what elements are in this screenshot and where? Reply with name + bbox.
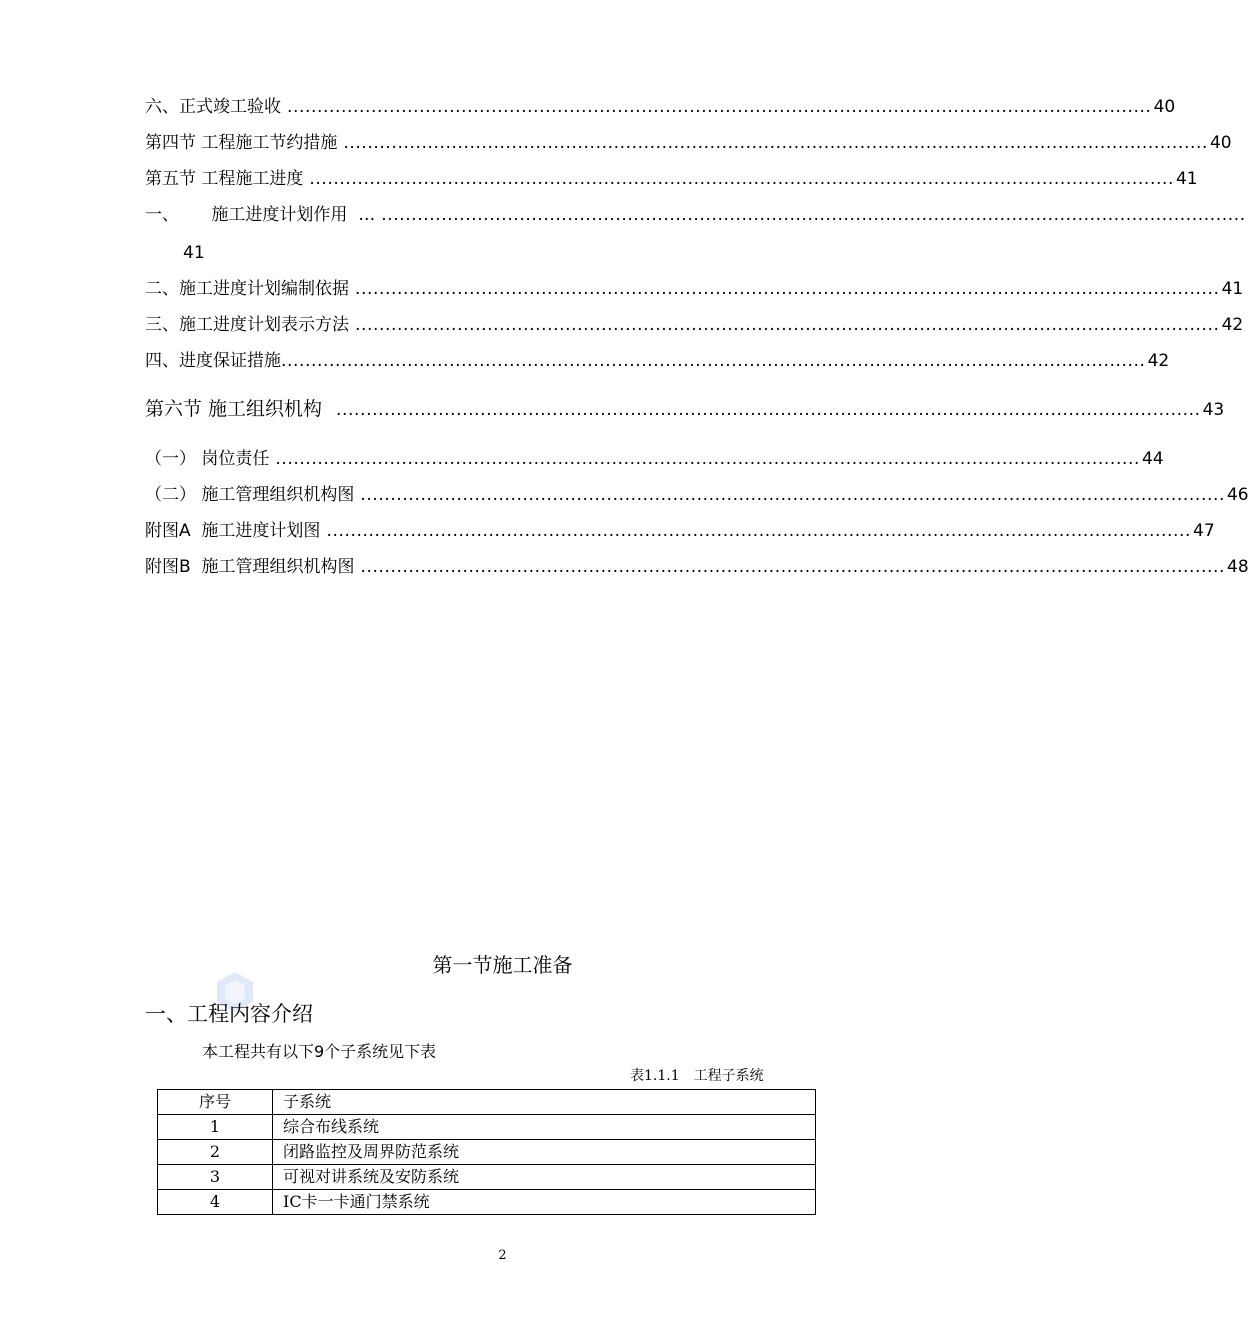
table-caption-number: 表1.1.1	[630, 1068, 680, 1084]
toc-entry: 附图A 施工进度计划图 ................................................................................................................................................ 47	[145, 521, 1215, 541]
toc-entry: 第五节 工程施工进度 ................................................................................................................................................ 41	[145, 169, 1198, 189]
toc-entry: 附图B 施工管理组织机构图 ................................................................................................................................................ 48	[145, 557, 1249, 577]
table-cell-subsystem-name: 卡一卡通门禁系统	[301, 1192, 430, 1211]
table-row	[158, 1165, 816, 1190]
table-cell-subsystem: 综合布线系统	[273, 1115, 816, 1140]
table-cell-subsystem-prefix: IC	[283, 1192, 302, 1211]
subsystem-table	[157, 1089, 816, 1215]
toc-leader: ................................................................................................................................................	[281, 351, 1146, 371]
subsection-heading: 一、工程内容介绍	[145, 1002, 313, 1026]
toc-leader: ................................................................................................................................................	[336, 400, 1201, 420]
table-cell-subsystem: 闭路监控及周界防范系统	[273, 1140, 816, 1165]
toc-leader: ................................................................................................................................................	[360, 485, 1225, 505]
table-cell-subsystem: 可视对讲系统及安防系统	[273, 1165, 816, 1190]
toc-entry: 三、施工进度计划表示方法 ................................................................................................................................................ 42	[145, 315, 1244, 335]
toc-leader: ................................................................................................................................................	[275, 449, 1140, 469]
toc-leader: ................................................................................................................................................	[309, 169, 1174, 189]
toc-entry: （一） 岗位责任 ................................................................................................................................................ 44	[145, 449, 1164, 469]
toc-leader: ................................................................................................................................................	[355, 315, 1220, 335]
page-number: 2	[498, 1248, 507, 1263]
toc-entry: （二） 施工管理组织机构图 ................................................................................................................................................ 46	[145, 485, 1249, 505]
toc-entry: 第六节 施工组织机构 ................................................................................................................................................ 43	[145, 398, 1225, 420]
table-row	[158, 1190, 816, 1215]
table-header-no: 序号	[158, 1090, 273, 1115]
table-cell-subsystem	[273, 1190, 816, 1215]
toc-entry-page-wrapped: 41	[183, 243, 205, 263]
table-row	[158, 1115, 816, 1140]
toc-leader: ................................................................................................................................................	[326, 521, 1191, 541]
toc-leader: ................................................................................................................................................	[381, 205, 1246, 225]
section-title: 第一节施工准备	[432, 953, 573, 977]
toc-entry: 六、正式竣工验收 ................................................................................................................................................ 40	[145, 97, 1176, 117]
toc-entry: 二、施工进度计划编制依据 ................................................................................................................................................ 41	[145, 279, 1244, 299]
table-header-subsystem: 子系统	[273, 1090, 816, 1115]
table-caption	[630, 1066, 764, 1086]
toc-entry: 一、 施工进度计划作用 … ................................................................................................................................................	[145, 205, 1246, 225]
table-caption-title: 工程子系统	[693, 1068, 764, 1084]
toc-entry: 第四节 工程施工节约措施 ................................................................................................................................................ 40	[145, 133, 1232, 153]
toc-entry: 四、进度保证措施 ................................................................................................................................................ 42	[145, 351, 1170, 371]
table-cell-no: 4	[158, 1190, 273, 1215]
table-cell-no: 2	[158, 1140, 273, 1165]
table-row	[158, 1140, 816, 1165]
toc-leader: ................................................................................................................................................	[360, 557, 1226, 577]
toc-leader: ................................................................................................................................................	[287, 97, 1152, 117]
toc-leader: ................................................................................................................................................	[355, 279, 1220, 299]
toc-leader: ................................................................................................................................................	[343, 133, 1208, 153]
table-cell-no: 1	[158, 1115, 273, 1140]
intro-paragraph: 本工程共有以下9个子系统见下表	[202, 1042, 437, 1061]
table-cell-no: 3	[158, 1165, 273, 1190]
table-header-row	[158, 1090, 816, 1115]
